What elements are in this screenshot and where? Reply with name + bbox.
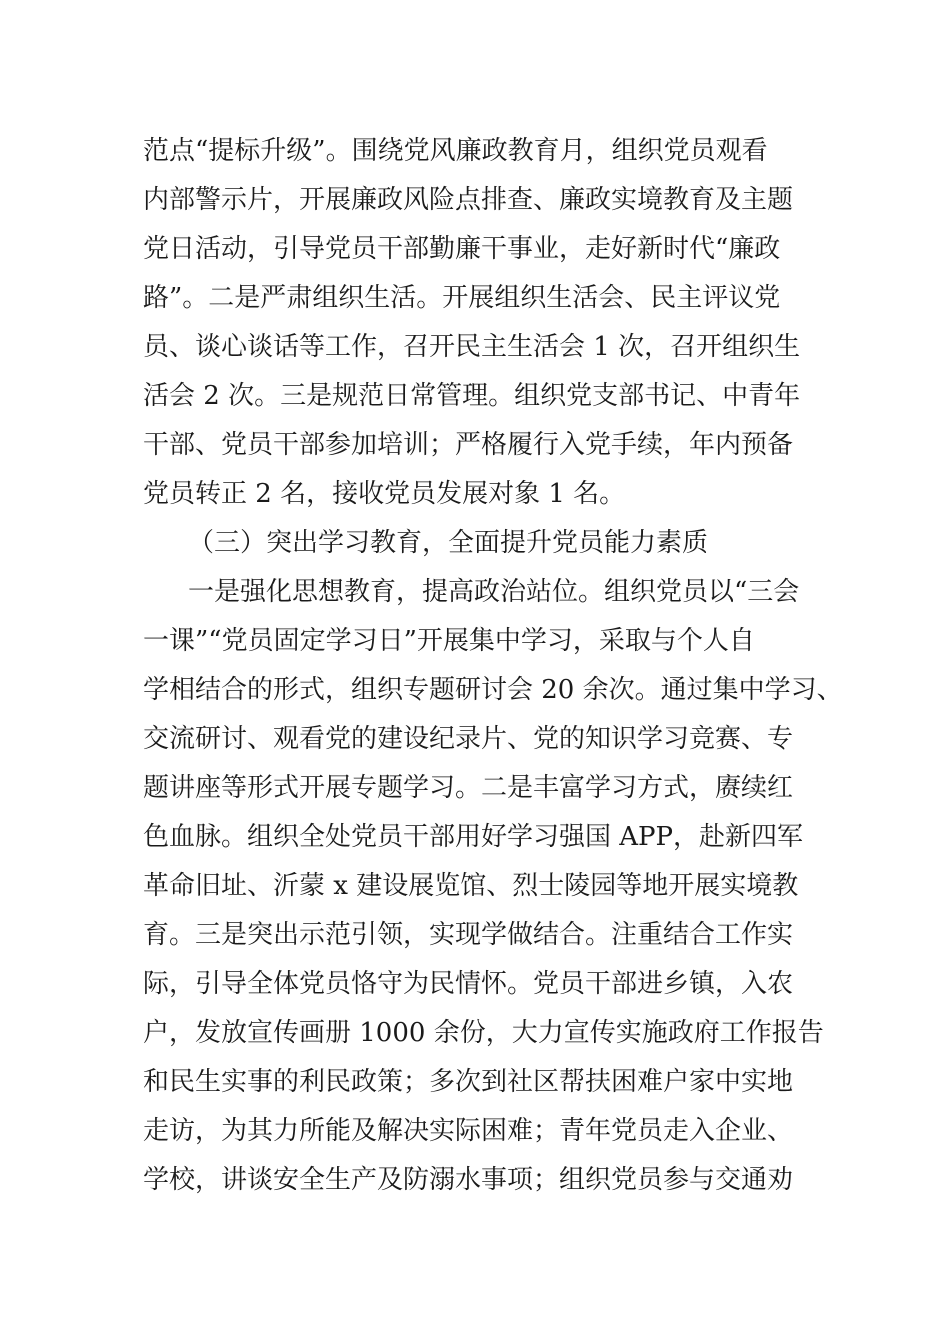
text-line: 党员转正 2 名，接收党员发展对象 1 名。 — [143, 479, 626, 509]
section-heading: （三）突出学习教育，全面提升党员能力素质 — [188, 528, 709, 558]
text-line: 户，发放宣传画册 1000 余份，大力宣传实施政府工作报告 — [143, 1018, 824, 1048]
text-line: 走访，为其力所能及解决实际困难；青年党员走入企业、 — [143, 1116, 794, 1146]
text-line: 干部、党员干部参加培训；严格履行入党手续，年内预备 — [143, 430, 794, 460]
text-line: 学相结合的形式，组织专题研讨会 20 余次。通过集中学习、 — [143, 675, 843, 705]
text-line: 员、谈心谈话等工作，召开民主生活会 1 次，召开组织生 — [143, 332, 801, 362]
text-line: 革命旧址、沂蒙 x 建设展览馆、烈士陵园等地开展实境教 — [143, 871, 799, 901]
text-line: 色血脉。组织全处党员干部用好学习强国 APP，赴新四军 — [143, 822, 804, 852]
text-line: 党日活动，引导党员干部勤廉干事业，走好新时代“廉政 — [143, 234, 781, 264]
text-line: 际，引导全体党员恪守为民情怀。党员干部进乡镇，入农 — [143, 969, 794, 999]
text-line: 学校，讲谈安全生产及防溺水事项；组织党员参与交通劝 — [143, 1165, 794, 1195]
text-line: 育。三是突出示范引领，实现学做结合。注重结合工作实 — [143, 920, 794, 950]
text-line: 内部警示片，开展廉政风险点排查、廉政实境教育及主题 — [143, 185, 794, 215]
text-line: 路”。二是严肃组织生活。开展组织生活会、民主评议党 — [143, 283, 781, 313]
text-line: 和民生实事的利民政策；多次到社区帮扶困难户家中实地 — [143, 1067, 794, 1097]
text-line: 一课”“党员固定学习日”开展集中学习，采取与个人自 — [143, 626, 755, 656]
text-line: 范点“提标升级”。围绕党风廉政教育月，组织党员观看 — [143, 136, 768, 166]
text-line: 题讲座等形式开展专题学习。二是丰富学习方式，赓续红 — [143, 773, 794, 803]
text-line: 一是强化思想教育，提高政治站位。组织党员以“三会 — [188, 577, 800, 607]
text-line: 交流研讨、观看党的建设纪录片、党的知识学习竞赛、专 — [143, 724, 794, 754]
text-line: 活会 2 次。三是规范日常管理。组织党支部书记、中青年 — [143, 381, 801, 411]
